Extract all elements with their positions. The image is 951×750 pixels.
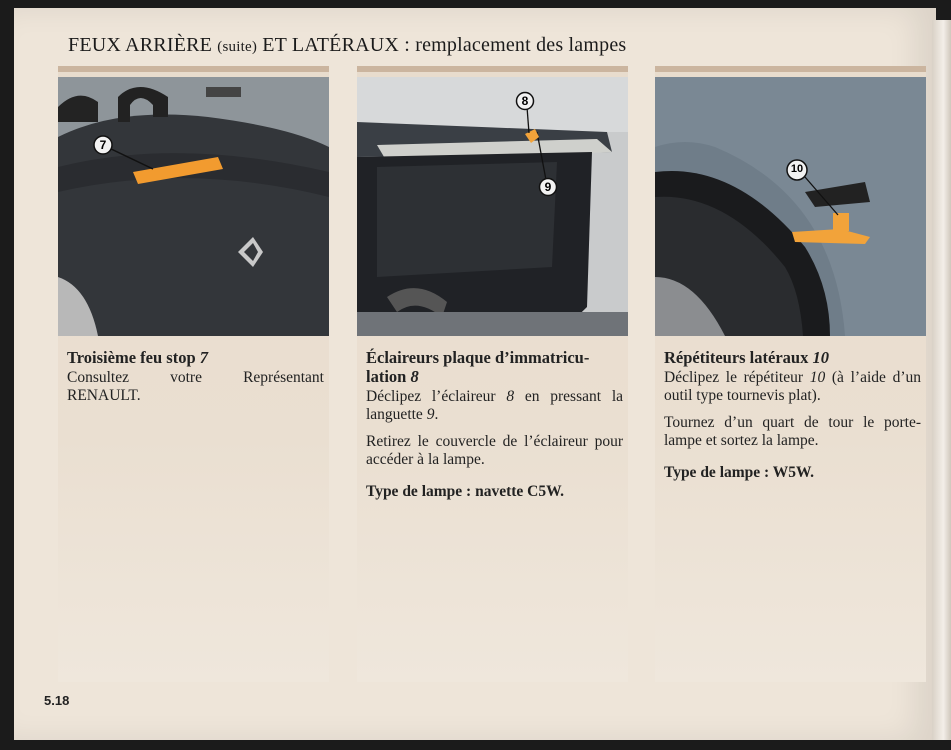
- callout-9: 9: [544, 180, 552, 194]
- title-rest: ET LATÉRAUX : remplacement des lampes: [262, 34, 627, 56]
- paragraph-unclip: Déclipez l’éclaireur 8 en pressant la languette 9.: [366, 388, 624, 423]
- paragraph-consult: Consultez votre Représentant RENAULT.: [67, 369, 324, 404]
- section-text-3: [664, 348, 921, 491]
- callout-7: 7: [99, 138, 107, 152]
- paragraph-remove-cover: Retirez le couvercle de l’éclaireur pour accéder à la lampe.: [366, 433, 623, 468]
- page-title: [68, 34, 626, 57]
- heading-side-repeaters: Répétiteurs latéraux 10: [664, 348, 829, 367]
- photo-third-brake-light: [58, 77, 329, 336]
- section-side-repeaters: [655, 66, 926, 682]
- callout-10: 10: [790, 163, 804, 175]
- section-third-brake-light: [58, 66, 329, 682]
- paragraph-unclip-repeater: Déclipez le répétiteur 10 (à l’aide d’un outil type tournevis plat).: [664, 369, 921, 404]
- lamp-type-c5w: Type de lampe : navette C5W.: [366, 483, 565, 500]
- callout-8: 8: [521, 94, 529, 108]
- section-text-2: [366, 348, 623, 510]
- paragraph-turn-holder: Tournez d’un quart de tour le porte-lampe et sortez la lampe.: [664, 414, 921, 449]
- section-licence-plate-light: [357, 66, 628, 682]
- lamp-type-w5w: Type de lampe : W5W.: [664, 464, 814, 481]
- heading-licence-plate: Éclaireurs plaque d’immatricu-lation 8: [366, 348, 590, 386]
- title-suite: (suite): [217, 39, 258, 55]
- title-main: FEUX ARRIÈRE: [68, 34, 213, 56]
- next-page-edge: [932, 20, 951, 740]
- section-text-1: [67, 348, 324, 414]
- photo-side-repeater: [655, 77, 926, 336]
- page-number: 5.18: [44, 693, 70, 708]
- heading-third-brake-light: Troisième feu stop 7: [67, 348, 208, 367]
- photo-licence-plate-light: [357, 77, 628, 336]
